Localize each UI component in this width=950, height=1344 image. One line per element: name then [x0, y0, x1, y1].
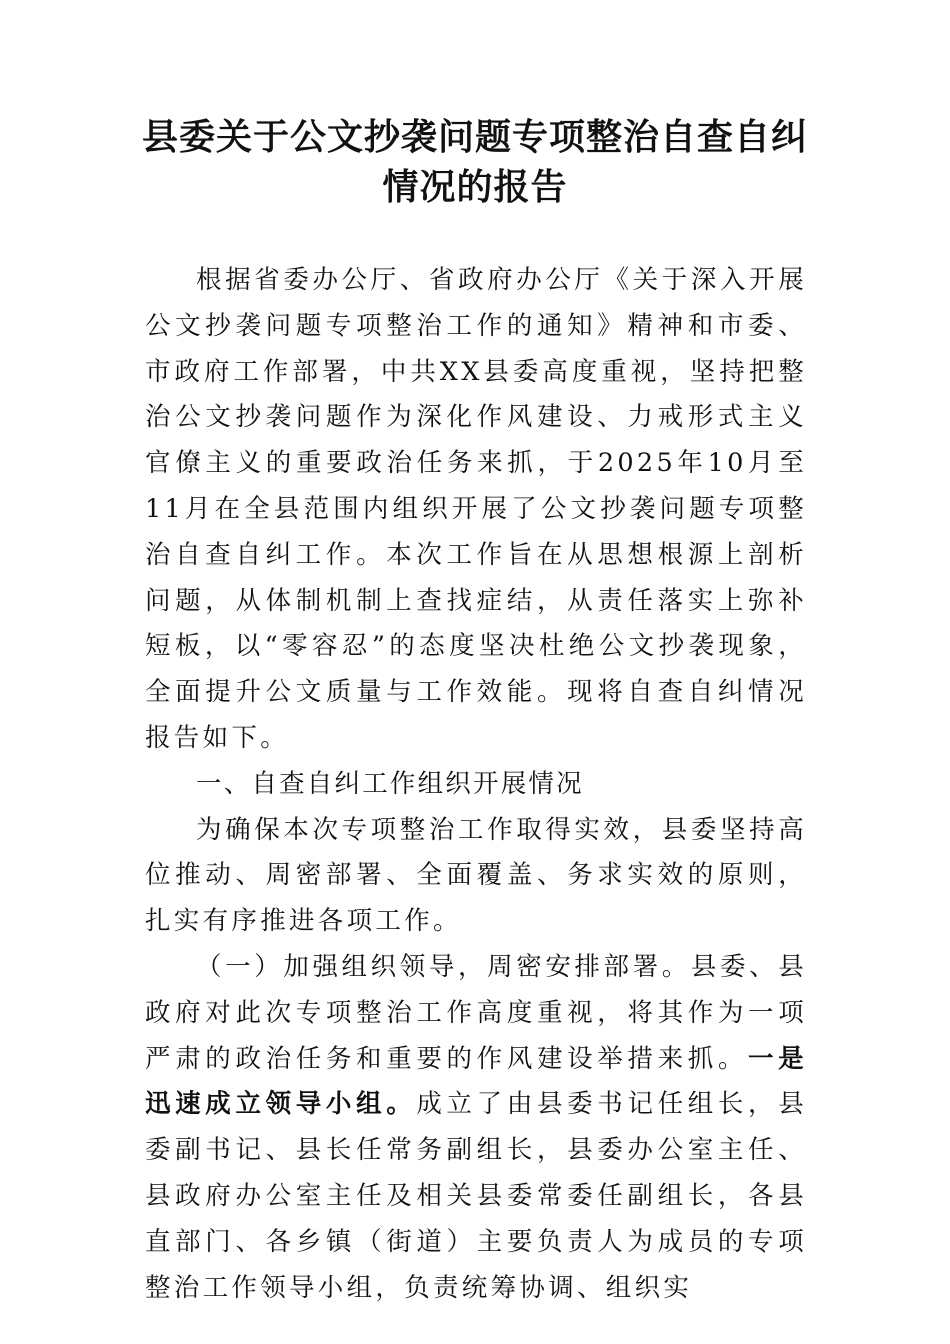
paragraph-organization-rest: 成立了由县委书记任组长，县委副书记、县长任常务副组长，县委办公室主任、县政府办公室主任及相关县委常委任副组长，各县直部门、各乡镇（街道）主要负责人为成员的专项整治工作领导小组，负责统筹协调、组织实: [145, 1089, 807, 1303]
title-line-2: 情况的报告: [382, 166, 568, 208]
paragraph-organization-bold: 一是迅速成立领导小组。: [145, 1043, 807, 1120]
document-body: [145, 258, 807, 1311]
document-title: [140, 112, 810, 212]
paragraph-organization-intro: （一）加强组织领导，周密安排部署。县委、县政府对此次专项整治工作高度重视，将其作为一项严肃的政治任务和重要的作风建设举措来抓。: [145, 951, 807, 1074]
section-heading-1: 一、自查自纠工作组织开展情况: [196, 768, 584, 799]
paragraph-section1-intro: 为确保本次专项整治工作取得实效，县委坚持高位推动、周密部署、全面覆盖、务求实效的原则，扎实有序推进各项工作。: [145, 814, 807, 937]
paragraph-intro: 根据省委办公厅、省政府办公厅《关于深入开展公文抄袭问题专项整治工作的通知》精神和市委、市政府工作部署，中共XX县委高度重视，坚持把整治公文抄袭问题作为深化作风建设、力戒形式主义官僚主义的重要政治任务来抓，于2025年10月至11月在全县范围内组织开展了公文抄袭问题专项整治自查自纠工作。本次工作旨在从思想根源上剖析问题，从体制机制上查找症结，从责任落实上弥补短板，以“零容忍”的态度坚决杜绝公文抄袭现象，全面提升公文质量与工作效能。现将自查自纠情况报告如下。: [145, 265, 807, 753]
title-line-1: 县委关于公文抄袭问题专项整治自查自纠: [141, 116, 808, 158]
paragraph-organization: [145, 945, 807, 1311]
